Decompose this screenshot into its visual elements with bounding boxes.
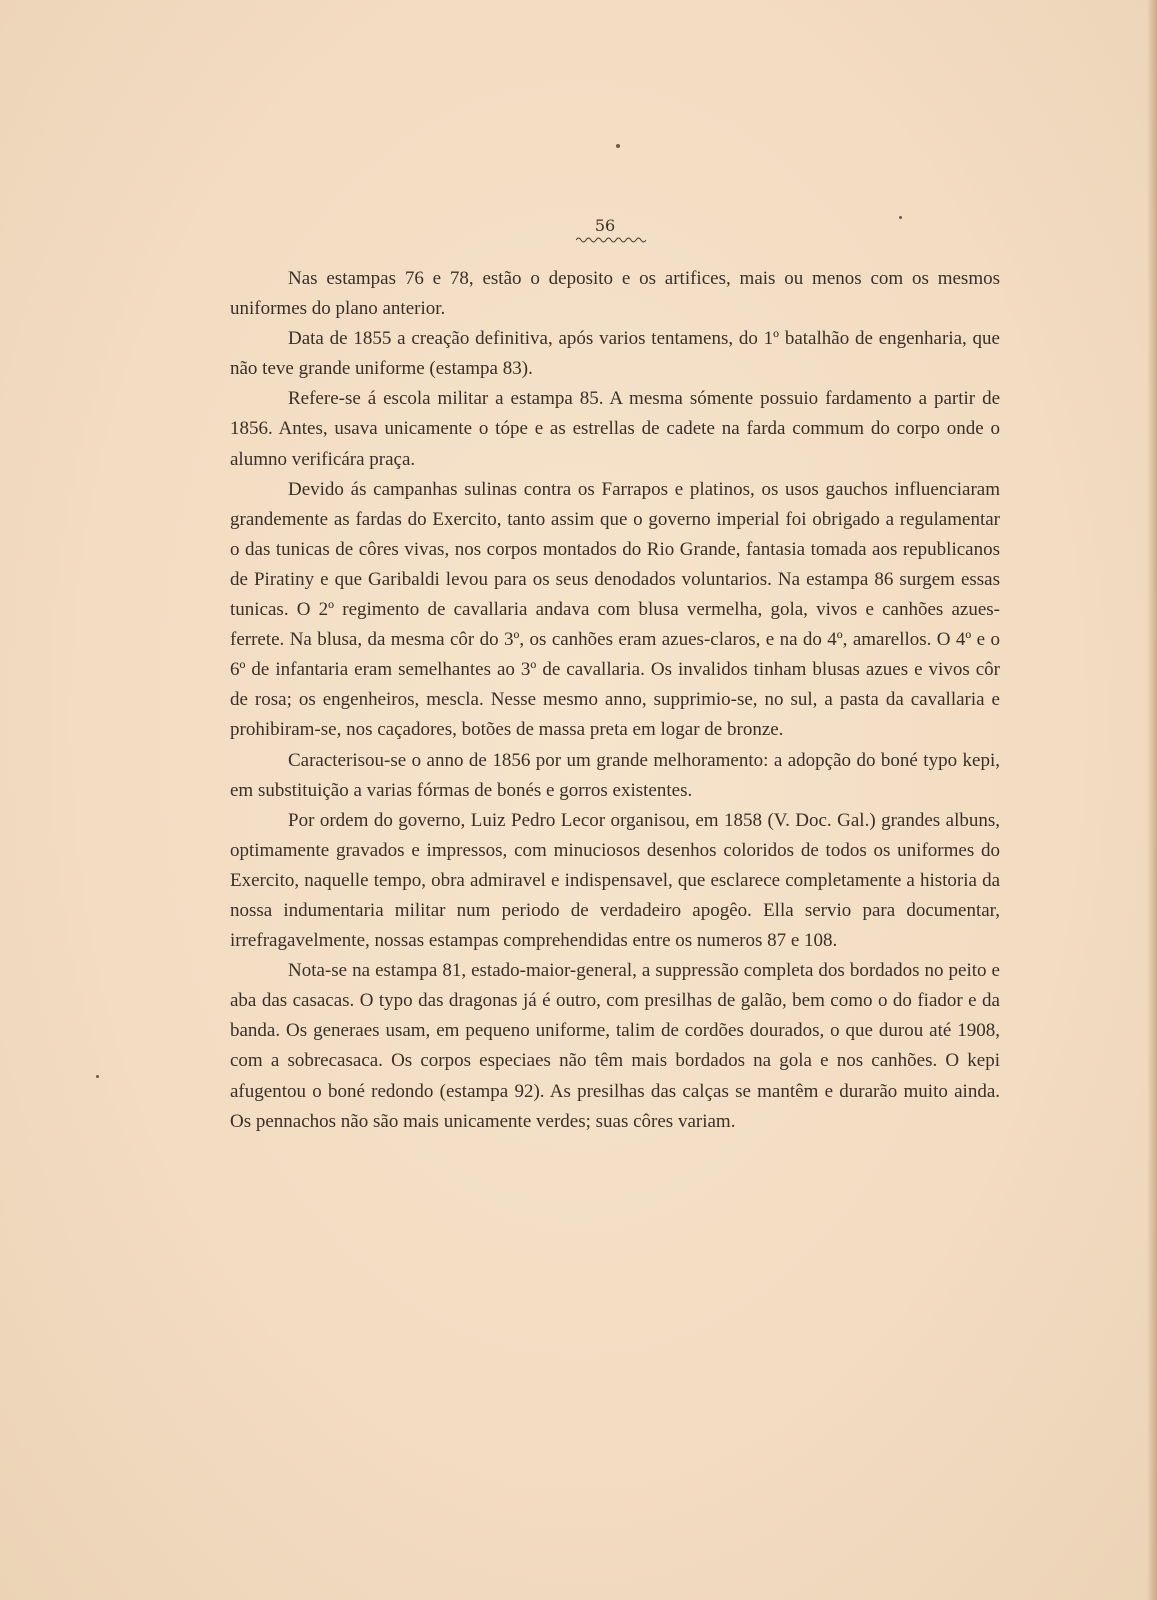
paragraph: Data de 1855 a creação definitiva, após varios tentamens, do 1º batalhão de engenharia, que não teve grande uniforme (estampa 83). <box>230 328 1000 380</box>
ink-speck <box>96 1075 99 1078</box>
ink-speck <box>899 216 902 219</box>
paragraph: Devido ás campanhas sulinas contra os Farrapos e platinos, os usos gauchos influenciaram grandemente as fardas do Exercito, tanto assim que o governo imperial foi obrigado a regulamentar o das tunicas de côres vivas, nos corpos montados do Rio Grande, fantasia tomada aos republicanos de Piratiny e que Garibaldi levou para os seus denodados voluntarios. Na estampa 86 surgem essas tunicas. O 2º regimento de cavallaria andava com blusa vermelha, gola, vivos e canhões azues-ferrete. Na blusa, da mesma côr do 3º, os canhões eram azues-claros, e na do 4º, amarellos. O 4º e o 6º de infantaria eram semelhantes ao 3º de cavallaria. Os invalidos tinham blusas azues e vivos côr de rosa; os engenheiros, mescla. Nesse mesmo anno, supprimio-se, no sul, a pasta da cavallaria e prohibiram-se, nos caçadores, botões de massa preta em logar de bronze. <box>230 478 1000 741</box>
paragraph: Refere-se á escola militar a estampa 85. A mesma sómente possuio fardamento a partir de 1856. Antes, usava unicamente o tópe e as estrellas de cadete na farda commum do corpo onde o alumno verificára praça. <box>230 388 1000 470</box>
paragraph: Caracterisou-se o anno de 1856 por um grande melhoramento: a adopção do boné typo kepi, em substituição a varias fórmas de bonés e gorros existentes. <box>230 749 1000 801</box>
ink-speck <box>616 144 620 148</box>
page-number: 56 <box>594 216 616 235</box>
wavy-rule-ornament <box>576 236 646 244</box>
body-text <box>230 264 1000 1137</box>
paragraph: Por ordem do governo, Luiz Pedro Lecor organisou, em 1858 (V. Doc. Gal.) grandes albuns, optimamente gravados e impressos, com minuciosos desenhos coloridos de todos os uniformes do Exercito, naquelle tempo, obra admiravel e indispensavel, que esclarece completamente a historia da nossa indumentaria militar num periodo de verdadeiro apogêo. Ella servio para documentar, irrefragavelmente, nossas estampas comprehendidas entre os numeros 87 e 108. <box>230 809 1000 952</box>
paragraph: Nota-se na estampa 81, estado-maior-general, a suppressão completa dos bordados no peito e aba das casacas. O typo das dragonas já é outro, com presilhas de galão, bem como o do fiador e da banda. Os generaes usam, em pequeno uniforme, talim de cordões dourados, o que durou até 1908, com a sobrecasaca. Os corpos especiaes não têm mais bordados na gola e nos canhões. O kepi afugentou o boné redondo (estampa 92). As presilhas das calças se mantêm e durarão muito ainda. Os pennachos não são mais unicamente verdes; suas côres variam. <box>230 960 1000 1132</box>
paragraph: Nas estampas 76 e 78, estão o deposito e os artifices, mais ou menos com os mesmos uniformes do plano anterior. <box>230 268 1000 320</box>
page-edge-shadow <box>1147 0 1157 1600</box>
